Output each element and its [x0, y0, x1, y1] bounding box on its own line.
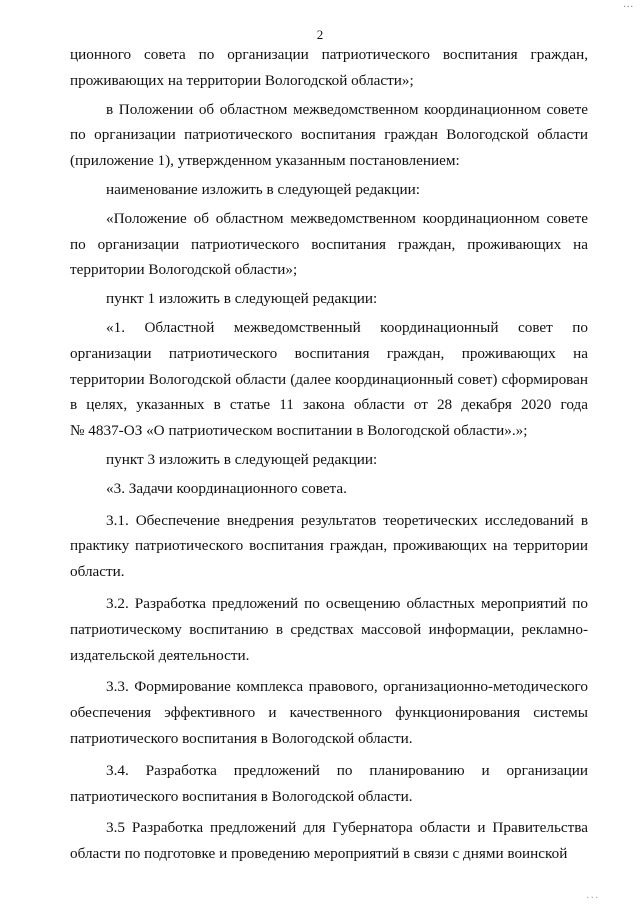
paragraph-task-3-1: 3.1. Обеспечение внедрения результатов теоретических исследований в практику патриотического воспитания граждан, проживающих на территории области.	[70, 511, 588, 581]
paragraph-task-3-5: 3.5 Разработка предложений для Губернатора области и Правительства области по подготовке и проведению мероприятий в связи с днями воинской	[70, 819, 588, 863]
paragraph-item1-change: пункт 1 изложить в следующей редакции:	[106, 290, 378, 308]
paragraph-task-3-3: 3.3. Формирование комплекса правового, организационно-методического обеспечения эффективного и качественного функционирования системы патриотического воспитания в Вологодской области.	[70, 678, 588, 747]
paragraph-task-3-4: 3.4. Разработка предложений по планированию и организации патриотического воспитания в Вологодской области.	[70, 761, 588, 805]
paragraph-name-change: наименование изложить в следующей редакции:	[106, 180, 420, 198]
document-body	[70, 42, 588, 867]
paragraph-item1-text-a	[70, 315, 588, 418]
bottom-mark: ...	[586, 890, 600, 901]
paragraph-tasks-title: «3. Задачи координационного совета.	[106, 479, 347, 497]
paragraph-name-new: «Положение об областном межведомственном координационном совете по организации патриотического воспитания граждан, проживающих на территории Вологодской области»;	[70, 209, 588, 279]
page-number: 2	[316, 27, 324, 42]
corner-mark: ...	[623, 0, 634, 10]
paragraph-task-3-2: 3.2. Разработка предложений по освещению областных мероприятий по патриотическому воспитанию в средствах массовой информации, рекламно-издательской деятельности.	[70, 594, 588, 664]
paragraph-item1-text-b: № 4837-ОЗ «О патриотическом воспитании в Вологодской области».»;	[70, 422, 528, 440]
paragraph-item3-change: пункт 3 изложить в следующей редакции:	[106, 450, 378, 468]
paragraph-item1-text-a-body: «1. Областной межведомственный координационный совет по организации патриотического воспитания граждан, проживающих на территории Вологодской области (далее координационный совет) сформирован в целях, указанных в статье 11 закона области от 28 декабря 2020 года	[70, 318, 588, 414]
paragraph-continuation: ционного совета по организации патриотического воспитания граждан, проживающих на территории Вологодской области»;	[70, 46, 588, 89]
paragraph-polozhenie-intro: в Положении об областном межведомственном координационном совете по организации патриотического воспитания граждан Вологодской области (приложение 1), утвержденном указанным постановлением:	[70, 100, 588, 170]
